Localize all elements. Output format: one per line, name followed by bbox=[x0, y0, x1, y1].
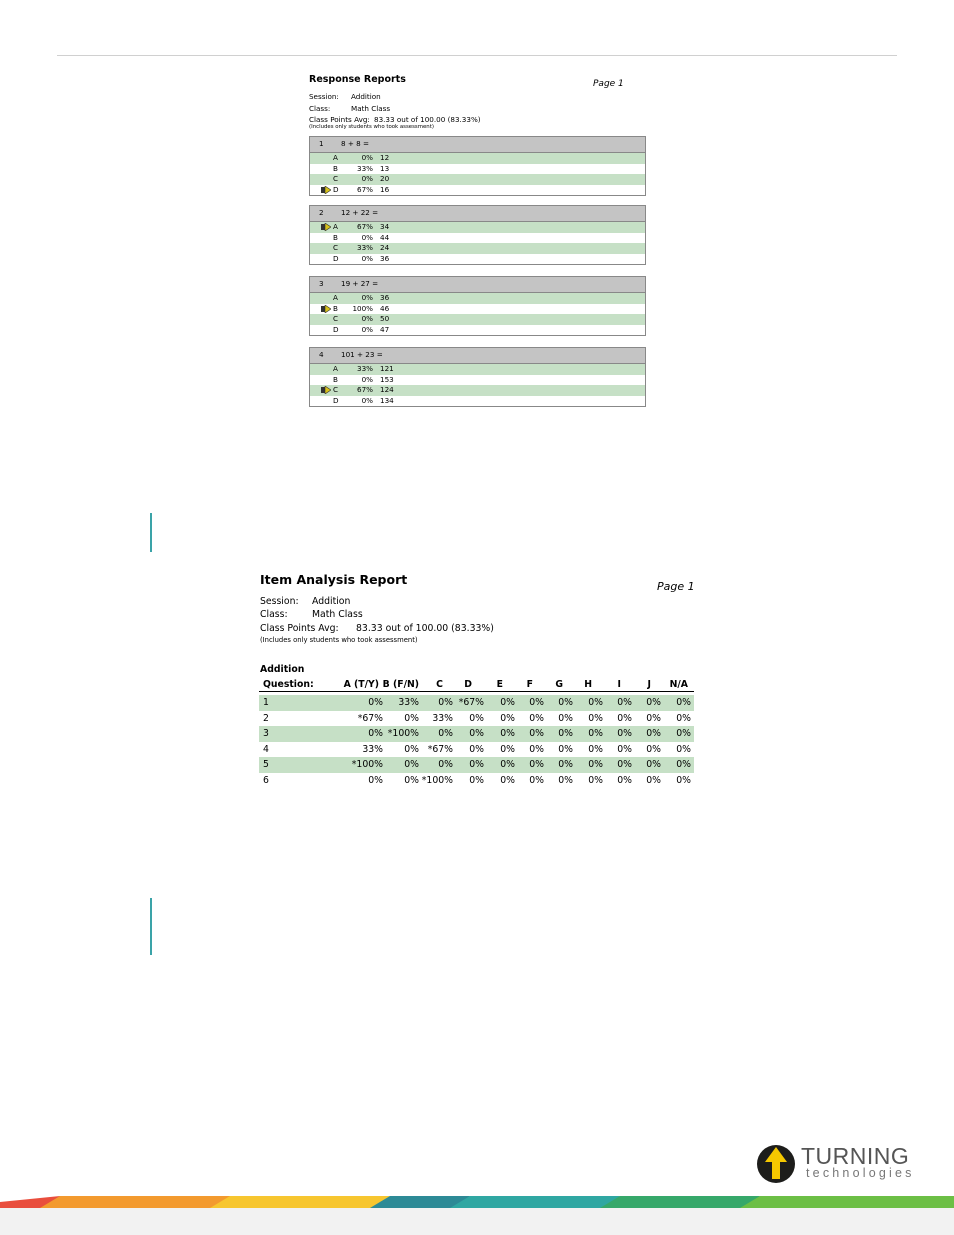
response-report-page: Page 1 bbox=[593, 79, 624, 89]
correct-answer-icon bbox=[321, 223, 331, 231]
column-header: H bbox=[584, 679, 592, 690]
percent-cell: 0% bbox=[558, 712, 573, 724]
percent-cell: 0% bbox=[500, 712, 515, 724]
answer-letter: A bbox=[333, 364, 338, 373]
answer-percent: 33% bbox=[357, 364, 373, 373]
percent-cell: 0% bbox=[529, 774, 544, 786]
answer-letter: C bbox=[333, 174, 339, 184]
question-number: 2 bbox=[319, 208, 324, 217]
class-value: Math Class bbox=[351, 104, 391, 113]
answer-letter: B bbox=[333, 374, 338, 384]
percent-cell: 0% bbox=[617, 743, 632, 755]
answer-letter: D bbox=[333, 253, 339, 263]
avg-label: Class Points Avg: bbox=[309, 115, 370, 124]
percent-cell: 0% bbox=[646, 774, 661, 786]
answer-value: 36 bbox=[380, 293, 390, 302]
item-analysis-title: Item Analysis Report bbox=[260, 572, 408, 587]
logo-word-turning: TURNING bbox=[801, 1143, 910, 1169]
percent-cell: 0% bbox=[588, 743, 603, 755]
logo-word-technologies: technologies bbox=[806, 1166, 915, 1180]
item-analysis-table bbox=[259, 678, 694, 788]
response-report-session bbox=[309, 92, 381, 101]
answer-letter: C bbox=[333, 385, 339, 395]
percent-cell: 0% bbox=[368, 728, 383, 739]
percent-cell: 0% bbox=[646, 697, 661, 708]
table-row bbox=[259, 742, 694, 758]
answer-percent: 67% bbox=[357, 385, 373, 395]
response-report-class bbox=[309, 104, 390, 113]
percent-cell: 0% bbox=[404, 759, 419, 770]
question-box bbox=[309, 276, 646, 336]
answer-percent: 33% bbox=[357, 243, 373, 253]
question-box bbox=[309, 205, 646, 265]
item-analysis-note: (Includes only students who took assessment) bbox=[260, 636, 418, 644]
answer-row bbox=[310, 396, 645, 407]
column-header: D bbox=[464, 679, 472, 690]
answer-row bbox=[310, 174, 645, 185]
percent-cell: 0% bbox=[588, 728, 603, 739]
answer-value: 153 bbox=[380, 374, 394, 384]
question-header bbox=[310, 277, 645, 293]
percent-cell: 0% bbox=[676, 728, 691, 739]
column-header: Question: bbox=[263, 679, 314, 690]
percent-cell: *100% bbox=[421, 774, 453, 786]
session-value: Addition bbox=[312, 596, 351, 607]
answer-percent: 0% bbox=[361, 153, 373, 162]
answer-value: 36 bbox=[380, 253, 390, 263]
percent-cell: 0% bbox=[529, 759, 544, 770]
top-rule bbox=[57, 55, 897, 56]
question-number-cell: 1 bbox=[263, 697, 269, 708]
answer-letter: B bbox=[333, 232, 338, 242]
question-text: 8 + 8 = bbox=[341, 139, 370, 148]
percent-cell: 0% bbox=[404, 743, 419, 755]
response-report-note: (Includes only students who took assessment) bbox=[309, 124, 434, 130]
answer-percent: 0% bbox=[361, 314, 373, 324]
question-number-cell: 5 bbox=[263, 759, 269, 770]
percent-cell: 0% bbox=[558, 728, 573, 739]
percent-cell: 0% bbox=[676, 743, 691, 755]
answer-value: 12 bbox=[380, 153, 390, 162]
answer-value: 121 bbox=[380, 364, 394, 373]
answer-row bbox=[310, 385, 645, 396]
item-analysis-section: Addition bbox=[260, 664, 305, 675]
percent-cell: 0% bbox=[676, 697, 691, 708]
answer-row bbox=[310, 364, 645, 375]
percent-cell: 33% bbox=[362, 743, 383, 755]
footer-color-band bbox=[0, 1196, 954, 1208]
question-text: 12 + 22 = bbox=[341, 208, 379, 217]
question-header bbox=[310, 137, 645, 153]
question-number: 4 bbox=[319, 350, 324, 359]
table-row bbox=[259, 711, 694, 727]
avg-value: 83.33 out of 100.00 (83.33%) bbox=[374, 115, 481, 124]
column-header: C bbox=[436, 679, 443, 690]
answer-row bbox=[310, 314, 645, 325]
answer-row bbox=[310, 185, 645, 196]
answer-percent: 67% bbox=[357, 184, 373, 194]
percent-cell: 0% bbox=[676, 774, 691, 786]
item-analysis-session bbox=[260, 596, 350, 607]
answer-percent: 0% bbox=[361, 293, 373, 302]
percent-cell: 0% bbox=[500, 774, 515, 786]
percent-cell: 0% bbox=[588, 697, 603, 708]
percent-cell: 0% bbox=[469, 743, 484, 755]
percent-cell: 0% bbox=[469, 774, 484, 786]
table-row bbox=[259, 773, 694, 789]
question-number-cell: 2 bbox=[263, 712, 269, 724]
class-value: Math Class bbox=[312, 609, 363, 620]
percent-cell: 0% bbox=[646, 728, 661, 739]
answer-percent: 100% bbox=[352, 303, 373, 313]
column-header: F bbox=[526, 679, 533, 690]
percent-cell: 0% bbox=[368, 774, 383, 786]
percent-cell: *67% bbox=[357, 712, 383, 724]
answer-percent: 67% bbox=[357, 222, 373, 231]
percent-cell: 0% bbox=[558, 774, 573, 786]
percent-cell: *100% bbox=[387, 728, 419, 739]
percent-cell: 0% bbox=[588, 712, 603, 724]
answer-row bbox=[310, 254, 645, 265]
answer-value: 34 bbox=[380, 222, 390, 231]
percent-cell: 33% bbox=[398, 697, 419, 708]
percent-cell: 0% bbox=[617, 759, 632, 770]
percent-cell: 0% bbox=[558, 759, 573, 770]
avg-value: 83.33 out of 100.00 (83.33%) bbox=[356, 623, 494, 634]
answer-letter: D bbox=[333, 184, 339, 194]
answer-value: 20 bbox=[380, 174, 390, 184]
percent-cell: 0% bbox=[529, 743, 544, 755]
answer-letter: B bbox=[333, 303, 338, 313]
answer-letter: A bbox=[333, 222, 338, 231]
percent-cell: 0% bbox=[617, 712, 632, 724]
percent-cell: 0% bbox=[500, 697, 515, 708]
correct-answer-icon bbox=[321, 386, 331, 394]
class-label: Class: bbox=[260, 609, 288, 620]
answer-percent: 0% bbox=[361, 374, 373, 384]
percent-cell: 0% bbox=[469, 728, 484, 739]
percent-cell: 0% bbox=[646, 712, 661, 724]
answer-letter: B bbox=[333, 163, 338, 173]
footer-strip bbox=[0, 1208, 954, 1235]
margin-bar bbox=[150, 898, 152, 955]
percent-cell: 0% bbox=[500, 743, 515, 755]
answer-percent: 0% bbox=[361, 253, 373, 263]
percent-cell: 33% bbox=[432, 712, 453, 724]
correct-answer-icon bbox=[321, 305, 331, 313]
answer-value: 46 bbox=[380, 303, 390, 313]
answer-letter: C bbox=[333, 314, 339, 324]
column-header: A (T/Y) bbox=[343, 679, 379, 690]
question-number: 3 bbox=[319, 279, 324, 288]
table-header bbox=[259, 678, 694, 692]
answer-row bbox=[310, 243, 645, 254]
column-header: E bbox=[496, 679, 503, 690]
column-header: I bbox=[617, 679, 621, 690]
question-header bbox=[310, 206, 645, 222]
percent-cell: *100% bbox=[351, 759, 383, 770]
answer-letter: A bbox=[333, 153, 338, 162]
answer-value: 44 bbox=[380, 232, 390, 242]
table-row bbox=[259, 695, 694, 711]
response-report-title: Response Reports bbox=[309, 74, 406, 85]
item-analysis-page: Page 1 bbox=[657, 580, 695, 593]
percent-cell: 0% bbox=[438, 759, 453, 770]
correct-answer-icon bbox=[321, 186, 331, 194]
margin-bar bbox=[150, 513, 152, 552]
answer-percent: 0% bbox=[361, 174, 373, 184]
percent-cell: 0% bbox=[404, 712, 419, 724]
session-value: Addition bbox=[351, 92, 381, 101]
column-header: N/A bbox=[669, 679, 688, 690]
percent-cell: 0% bbox=[529, 712, 544, 724]
item-analysis-avg bbox=[260, 623, 494, 634]
percent-cell: 0% bbox=[676, 759, 691, 770]
question-box bbox=[309, 136, 646, 196]
table-row bbox=[259, 757, 694, 773]
session-label: Session: bbox=[309, 92, 339, 101]
question-box bbox=[309, 347, 646, 407]
answer-letter: A bbox=[333, 293, 338, 302]
answer-value: 50 bbox=[380, 314, 390, 324]
percent-cell: 0% bbox=[617, 728, 632, 739]
percent-cell: 0% bbox=[588, 774, 603, 786]
percent-cell: *67% bbox=[427, 743, 453, 755]
answer-row bbox=[310, 233, 645, 244]
percent-cell: 0% bbox=[646, 759, 661, 770]
percent-cell: 0% bbox=[529, 697, 544, 708]
percent-cell: 0% bbox=[404, 774, 419, 786]
answer-value: 124 bbox=[380, 385, 394, 395]
answer-row bbox=[310, 325, 645, 336]
answer-percent: 0% bbox=[361, 324, 373, 334]
percent-cell: 0% bbox=[500, 728, 515, 739]
answer-row bbox=[310, 293, 645, 304]
answer-letter: D bbox=[333, 324, 339, 334]
item-analysis-class bbox=[260, 609, 363, 620]
percent-cell: 0% bbox=[558, 697, 573, 708]
answer-percent: 0% bbox=[361, 395, 373, 405]
column-header: G bbox=[555, 679, 563, 690]
answer-value: 134 bbox=[380, 395, 394, 405]
question-number-cell: 6 bbox=[263, 774, 269, 786]
percent-cell: 0% bbox=[469, 759, 484, 770]
answer-letter: C bbox=[333, 243, 339, 253]
percent-cell: 0% bbox=[500, 759, 515, 770]
percent-cell: 0% bbox=[368, 697, 383, 708]
percent-cell: 0% bbox=[617, 774, 632, 786]
percent-cell: 0% bbox=[558, 743, 573, 755]
answer-value: 13 bbox=[380, 163, 390, 173]
answer-row bbox=[310, 222, 645, 233]
avg-label: Class Points Avg: bbox=[260, 623, 339, 634]
percent-cell: 0% bbox=[438, 697, 453, 708]
percent-cell: 0% bbox=[676, 712, 691, 724]
answer-row bbox=[310, 375, 645, 386]
percent-cell: 0% bbox=[469, 712, 484, 724]
percent-cell: 0% bbox=[646, 743, 661, 755]
question-number-cell: 4 bbox=[263, 743, 269, 755]
percent-cell: 0% bbox=[438, 728, 453, 739]
question-number-cell: 3 bbox=[263, 728, 269, 739]
question-text: 101 + 23 = bbox=[341, 350, 383, 359]
question-header bbox=[310, 348, 645, 364]
question-text: 19 + 27 = bbox=[341, 279, 379, 288]
session-label: Session: bbox=[260, 596, 299, 607]
class-label: Class: bbox=[309, 104, 331, 113]
response-report-header bbox=[309, 74, 646, 134]
table-row bbox=[259, 726, 694, 742]
percent-cell: *67% bbox=[458, 697, 484, 708]
answer-value: 16 bbox=[380, 184, 390, 194]
column-header: J bbox=[647, 679, 651, 690]
answer-percent: 0% bbox=[361, 232, 373, 242]
answer-row bbox=[310, 164, 645, 175]
answer-row bbox=[310, 153, 645, 164]
answer-value: 47 bbox=[380, 324, 390, 334]
question-number: 1 bbox=[319, 139, 324, 148]
answer-value: 24 bbox=[380, 243, 390, 253]
answer-percent: 33% bbox=[357, 163, 373, 173]
column-header: B (F/N) bbox=[382, 679, 419, 690]
percent-cell: 0% bbox=[588, 759, 603, 770]
answer-letter: D bbox=[333, 395, 339, 405]
response-report-avg bbox=[309, 115, 481, 124]
answer-row bbox=[310, 304, 645, 315]
percent-cell: 0% bbox=[617, 697, 632, 708]
percent-cell: 0% bbox=[529, 728, 544, 739]
